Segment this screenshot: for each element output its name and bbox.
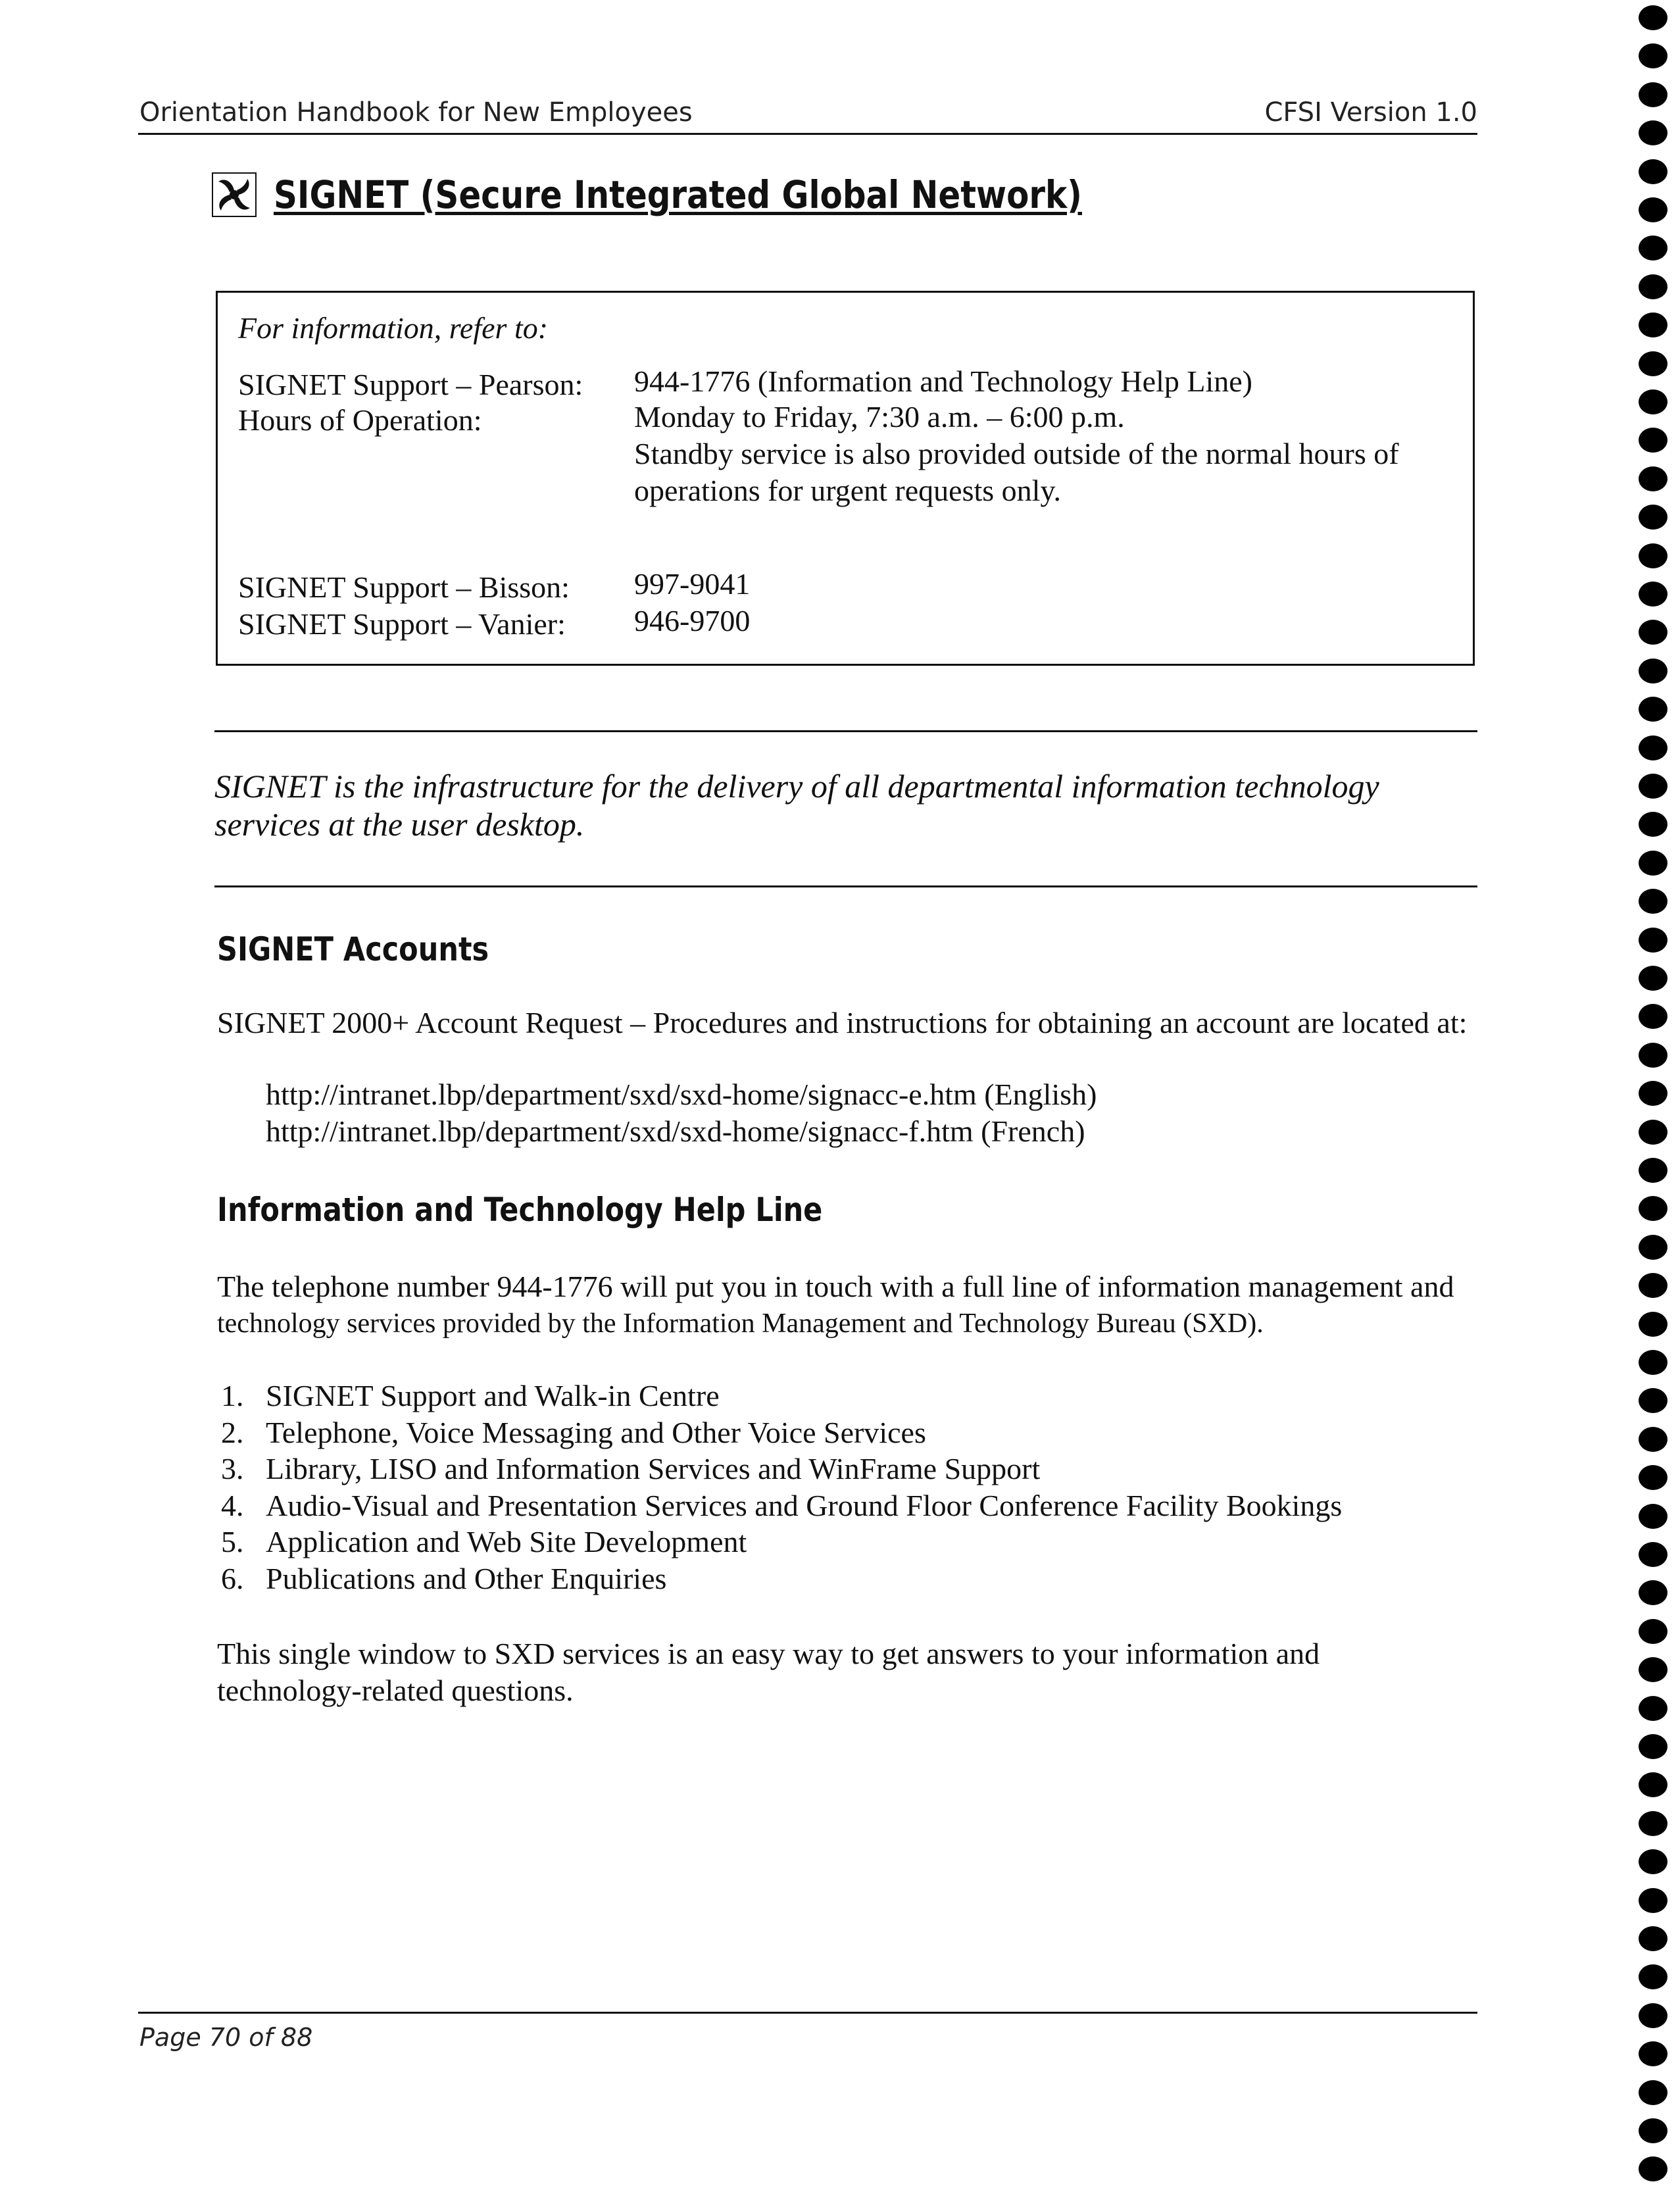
binding-hole [1639, 1580, 1668, 1605]
binding-hole [1639, 1235, 1668, 1260]
binding-hole [1639, 1849, 1668, 1874]
binding-hole [1639, 389, 1668, 414]
account-url-french[interactable]: http://intranet.lbp/department/sxd/sxd-home/signacc-f.htm (French) [266, 1114, 1085, 1148]
contact-label-vanier: SIGNET Support – Vanier: [238, 607, 566, 641]
binding-hole [1639, 1888, 1668, 1913]
contact-value-bisson: 997-9041 [634, 567, 751, 601]
services-list [221, 1378, 1342, 1597]
list-text: Library, LISO and Information Services and WinFrame Support [266, 1452, 1041, 1486]
binding-hole [1639, 1004, 1668, 1029]
binding-hole [1639, 1811, 1668, 1836]
callout-line1: SIGNET is the infrastructure for the delivery of all departmental information technology [214, 768, 1379, 805]
binding-hole [1639, 312, 1668, 337]
binding-hole [1639, 351, 1668, 376]
contact-value-pearson: 944-1776 (Information and Technology Help Line) [634, 364, 1252, 398]
binding-hole [1639, 82, 1668, 107]
list-number: 3. [221, 1452, 244, 1486]
binding-hole [1639, 1772, 1668, 1797]
binding-hole [1639, 812, 1668, 837]
binding-hole [1639, 620, 1668, 645]
closing-line2: technology-related questions. [217, 1674, 574, 1707]
list-item [221, 1451, 1342, 1487]
callout-rule-top [214, 730, 1477, 732]
list-number: 4. [221, 1488, 244, 1522]
binding-hole [1639, 274, 1668, 299]
binding-hole [1639, 1158, 1668, 1183]
callout-line2: services at the user desktop. [214, 806, 585, 843]
binding-hole [1639, 2118, 1668, 2143]
binding-hole [1639, 2156, 1668, 2181]
binding-hole [1639, 1427, 1668, 1452]
page-header-left: Orientation Handbook for New Employees [139, 97, 693, 128]
header-rule [138, 133, 1477, 135]
binding-hole [1639, 1657, 1668, 1682]
info-lead: For information, refer to: [238, 311, 549, 345]
binding-hole [1639, 236, 1668, 261]
list-text: Application and Web Site Development [266, 1525, 747, 1559]
binding-hole [1639, 505, 1668, 530]
list-number: 1. [221, 1379, 244, 1412]
list-item [221, 1524, 1342, 1560]
binding-hole [1639, 2041, 1668, 2066]
binding-hole [1639, 1312, 1668, 1337]
binding-hole [1639, 1542, 1668, 1567]
list-item [221, 1378, 1342, 1414]
helpline-heading: Information and Technology Help Line [217, 1191, 823, 1229]
binding-hole [1639, 1734, 1668, 1759]
contact-value-vanier: 946-9700 [634, 604, 751, 637]
binding-hole [1639, 1926, 1668, 1951]
binding-hole [1639, 774, 1668, 799]
binding-hole [1639, 1081, 1668, 1106]
footer-rule [138, 2012, 1477, 2014]
page-number: Page 70 of 88 [139, 2023, 313, 2052]
binding-hole [1639, 120, 1668, 145]
binding-hole [1639, 466, 1668, 491]
contact-label-bisson: SIGNET Support – Bisson: [238, 570, 570, 604]
list-item [221, 1560, 1342, 1597]
account-url-english[interactable]: http://intranet.lbp/department/sxd/sxd-home/signacc-e.htm (English) [266, 1078, 1097, 1111]
standby-note-line2: operations for urgent requests only. [634, 474, 1061, 507]
binding-hole [1639, 966, 1668, 991]
binding-hole [1639, 1043, 1668, 1068]
binding-hole [1639, 735, 1668, 760]
accounts-text: SIGNET 2000+ Account Request – Procedures and instructions for obtaining an account are located at: [217, 1006, 1468, 1039]
binding-hole [1639, 159, 1668, 184]
binding-hole [1639, 928, 1668, 953]
binding-hole [1639, 851, 1668, 876]
list-text: SIGNET Support and Walk-in Centre [266, 1379, 720, 1412]
binding-hole [1639, 43, 1668, 68]
contact-label-pearson: SIGNET Support – Pearson: [238, 368, 583, 401]
binding-hole [1639, 428, 1668, 453]
page-header-right: CFSI Version 1.0 [1264, 97, 1477, 128]
binding-hole [1639, 697, 1668, 722]
page-title: SIGNET (Secure Integrated Global Network) [274, 172, 1082, 217]
binding-hole [1639, 659, 1668, 684]
binding-hole [1639, 197, 1668, 222]
binding-hole [1639, 5, 1668, 30]
binding-hole [1639, 1696, 1668, 1721]
binding-hole [1639, 1196, 1668, 1221]
hours-value: Monday to Friday, 7:30 a.m. – 6:00 p.m. [634, 400, 1125, 434]
binding-hole [1639, 1350, 1668, 1375]
list-text: Telephone, Voice Messaging and Other Voice Services [266, 1415, 926, 1449]
binding-hole [1639, 1619, 1668, 1644]
section-title [212, 172, 1214, 217]
binding-hole [1639, 889, 1668, 914]
binding-hole [1639, 1504, 1668, 1529]
binding-hole [1639, 1120, 1668, 1145]
binding-hole [1639, 1964, 1668, 1989]
hours-label: Hours of Operation: [238, 403, 482, 437]
list-number: 2. [221, 1415, 244, 1449]
helpline-para-line1: The telephone number 944-1776 will put you in touch with a full line of information management and [217, 1270, 1454, 1303]
binding-hole [1639, 2003, 1668, 2028]
accounts-heading: SIGNET Accounts [217, 930, 489, 968]
binding-hole [1639, 543, 1668, 568]
signet-callout [214, 767, 1431, 843]
binding-hole [1639, 1465, 1668, 1490]
binding-hole [1639, 582, 1668, 607]
list-number: 5. [221, 1525, 244, 1559]
list-text: Audio-Visual and Presentation Services and Ground Floor Conference Facility Bookings [266, 1488, 1343, 1522]
list-text: Publications and Other Enquiries [266, 1561, 667, 1595]
spiral-binding-holes [1636, 0, 1669, 2190]
list-number: 6. [221, 1561, 244, 1595]
list-item [221, 1414, 1342, 1451]
signet-logo-icon [212, 172, 257, 217]
closing-line1: This single window to SXD services is an easy way to get answers to your information and [217, 1637, 1320, 1670]
binding-hole [1639, 1388, 1668, 1413]
binding-hole [1639, 2080, 1668, 2105]
list-item [221, 1487, 1342, 1524]
binding-hole [1639, 1273, 1668, 1298]
standby-note-line1: Standby service is also provided outside of the normal hours of [634, 437, 1399, 470]
callout-rule-bottom [214, 885, 1477, 887]
helpline-para-line2: technology services provided by the Information Management and Technology Bureau (SXD). [217, 1308, 1264, 1339]
